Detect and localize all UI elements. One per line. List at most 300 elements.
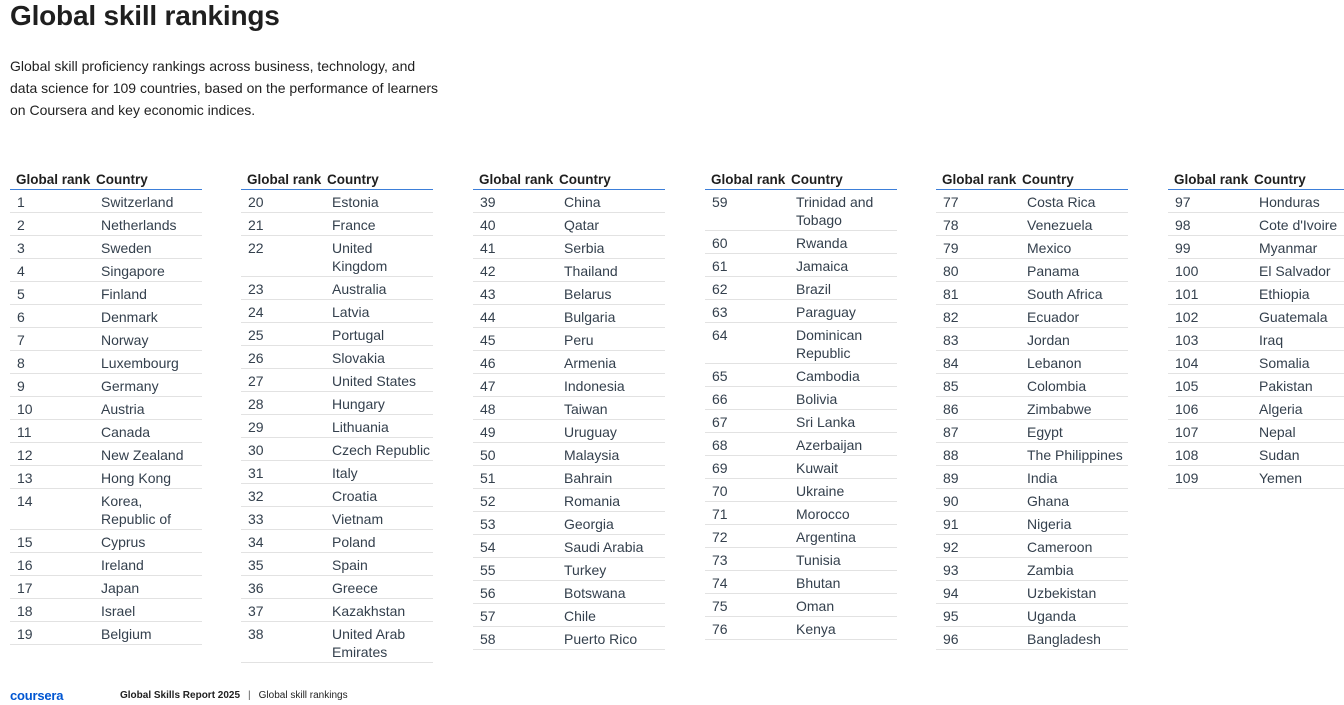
country-name: Malaysia: [564, 447, 620, 463]
country-name: El Salvador: [1259, 263, 1331, 279]
rank-value: 88: [943, 447, 959, 463]
rank-value: 32: [248, 488, 264, 504]
table-row: [473, 328, 665, 351]
rank-value: 47: [480, 378, 496, 394]
table-row: [10, 259, 202, 282]
country-name: New Zealand: [101, 447, 184, 463]
country-name: Mexico: [1027, 240, 1072, 256]
country-name: Japan: [101, 580, 140, 596]
rank-value: 36: [248, 580, 264, 596]
rank-value: 34: [248, 534, 264, 550]
table-row: [473, 443, 665, 466]
table-row: [10, 397, 202, 420]
rank-value: 87: [943, 424, 959, 440]
rank-value: 93: [943, 562, 959, 578]
rank-value: 99: [1175, 240, 1191, 256]
table-row: [10, 576, 202, 599]
table-row: [473, 259, 665, 282]
ranking-list: [1168, 190, 1344, 489]
header-global-rank: Global rank: [479, 172, 554, 187]
header-global-rank: Global rank: [1174, 172, 1249, 187]
rank-value: 70: [712, 483, 728, 499]
country-name: Venezuela: [1027, 217, 1093, 233]
rank-value: 40: [480, 217, 496, 233]
header-country: Country: [1254, 172, 1306, 187]
rank-column-3: [473, 167, 665, 650]
table-row: [10, 530, 202, 553]
country-name: Australia: [332, 281, 387, 297]
country-name: Hong Kong: [101, 470, 172, 486]
rank-value: 53: [480, 516, 496, 532]
header-country: Country: [327, 172, 379, 187]
table-row: [1168, 420, 1344, 443]
rank-value: 91: [943, 516, 959, 532]
rank-value: 64: [712, 327, 728, 343]
table-row: [936, 259, 1128, 282]
table-row: [473, 558, 665, 581]
ranking-list: [10, 190, 202, 645]
rank-value: 63: [712, 304, 728, 320]
table-row: [473, 374, 665, 397]
country-name: Hungary: [332, 396, 385, 412]
rank-value: 79: [943, 240, 959, 256]
rank-value: 98: [1175, 217, 1191, 233]
country-name: Czech Republic: [332, 442, 431, 458]
column-header: [10, 167, 202, 190]
rank-value: 68: [712, 437, 728, 453]
rank-value: 21: [248, 217, 264, 233]
rank-value: 15: [17, 534, 33, 550]
rank-value: 24: [248, 304, 264, 320]
rank-value: 12: [17, 447, 33, 463]
country-name: Tunisia: [796, 552, 841, 568]
country-name: Israel: [101, 603, 136, 619]
rank-value: 105: [1175, 378, 1199, 394]
table-row: [936, 351, 1128, 374]
rank-value: 84: [943, 355, 959, 371]
rank-value: 51: [480, 470, 496, 486]
rank-value: 6: [17, 309, 25, 325]
table-row: [241, 484, 433, 507]
table-row: [936, 190, 1128, 213]
table-row: [705, 456, 897, 479]
table-row: [241, 507, 433, 530]
rank-value: 7: [17, 332, 25, 348]
table-row: [705, 479, 897, 502]
rank-value: 73: [712, 552, 728, 568]
rank-value: 100: [1175, 263, 1199, 279]
rank-value: 75: [712, 598, 728, 614]
table-row: [10, 553, 202, 576]
country-name: Uzbekistan: [1027, 585, 1097, 601]
table-row: [10, 305, 202, 328]
country-name: Guatemala: [1259, 309, 1328, 325]
country-name: Yemen: [1259, 470, 1303, 486]
table-row: [473, 282, 665, 305]
table-row: [936, 627, 1128, 650]
country-name: Sri Lanka: [796, 414, 856, 430]
country-name: Bolivia: [796, 391, 838, 407]
country-name: Honduras: [1259, 194, 1320, 210]
rank-value: 71: [712, 506, 728, 522]
country-name: Bhutan: [796, 575, 841, 591]
table-row: [936, 489, 1128, 512]
rank-value: 5: [17, 286, 25, 302]
country-name: Costa Rica: [1027, 194, 1096, 210]
table-row: [936, 512, 1128, 535]
table-row: [473, 627, 665, 650]
table-row: [241, 213, 433, 236]
table-row: [936, 604, 1128, 627]
country-name: Ecuador: [1027, 309, 1080, 325]
rank-value: 77: [943, 194, 959, 210]
country-name: Kazakhstan: [332, 603, 406, 619]
country-name: Rwanda: [796, 235, 848, 251]
country-name: Turkey: [564, 562, 607, 578]
table-row: [473, 351, 665, 374]
table-row: [705, 254, 897, 277]
country-name: Iraq: [1259, 332, 1284, 348]
table-row: [241, 277, 433, 300]
table-row: [241, 346, 433, 369]
table-row: [10, 328, 202, 351]
rank-value: 50: [480, 447, 496, 463]
rank-value: 52: [480, 493, 496, 509]
country-name: Panama: [1027, 263, 1080, 279]
country-name: Ethiopia: [1259, 286, 1310, 302]
country-name: Botswana: [564, 585, 626, 601]
rank-value: 67: [712, 414, 728, 430]
table-row: [10, 351, 202, 374]
table-row: [705, 190, 897, 231]
country-name: Egypt: [1027, 424, 1063, 440]
rank-value: 13: [17, 470, 33, 486]
column-header: [241, 167, 433, 190]
rank-value: 94: [943, 585, 959, 601]
table-row: [10, 282, 202, 305]
table-row: [241, 415, 433, 438]
table-row: [936, 535, 1128, 558]
rank-value: 54: [480, 539, 496, 555]
rank-value: 95: [943, 608, 959, 624]
rank-value: 23: [248, 281, 264, 297]
country-name: Myanmar: [1259, 240, 1318, 256]
table-row: [473, 213, 665, 236]
country-name: Cambodia: [796, 368, 860, 384]
table-row: [241, 300, 433, 323]
table-row: [10, 443, 202, 466]
table-row: [473, 305, 665, 328]
rank-value: 103: [1175, 332, 1199, 348]
table-row: [241, 553, 433, 576]
footer-section-title: Global skill rankings: [258, 689, 348, 701]
country-name: Puerto Rico: [564, 631, 638, 647]
table-row: [936, 443, 1128, 466]
table-row: [1168, 282, 1344, 305]
table-row: [241, 438, 433, 461]
country-name: Serbia: [564, 240, 605, 256]
rank-value: 60: [712, 235, 728, 251]
footer: [10, 686, 348, 704]
table-row: [10, 374, 202, 397]
table-row: [705, 548, 897, 571]
header-country: Country: [791, 172, 843, 187]
country-name: Denmark: [101, 309, 158, 325]
country-name: Qatar: [564, 217, 600, 233]
header-global-rank: Global rank: [942, 172, 1017, 187]
table-row: [10, 489, 202, 530]
rank-value: 2: [17, 217, 25, 233]
country-name: Korea, Republic of: [101, 493, 172, 527]
rank-value: 109: [1175, 470, 1199, 486]
page-title: Global skill rankings: [10, 0, 280, 31]
table-row: [241, 599, 433, 622]
country-name: Ghana: [1027, 493, 1070, 509]
table-row: [705, 323, 897, 364]
rank-value: 104: [1175, 355, 1199, 371]
table-row: [936, 213, 1128, 236]
table-row: [241, 576, 433, 599]
country-name: Bangladesh: [1027, 631, 1101, 647]
footer-separator: |: [248, 689, 251, 701]
table-row: [936, 420, 1128, 443]
table-row: [473, 489, 665, 512]
country-name: Uruguay: [564, 424, 617, 440]
rank-value: 20: [248, 194, 264, 210]
country-name: Thailand: [564, 263, 618, 279]
country-name: South Africa: [1027, 286, 1103, 302]
country-name: Jamaica: [796, 258, 849, 274]
rank-value: 10: [17, 401, 33, 417]
table-row: [1168, 213, 1344, 236]
table-row: [1168, 190, 1344, 213]
country-name: Colombia: [1027, 378, 1087, 394]
rank-value: 3: [17, 240, 25, 256]
country-name: Nepal: [1259, 424, 1296, 440]
rank-value: 46: [480, 355, 496, 371]
country-name: Indonesia: [564, 378, 625, 394]
table-row: [10, 190, 202, 213]
country-name: Lithuania: [332, 419, 389, 435]
rank-value: 89: [943, 470, 959, 486]
table-row: [705, 387, 897, 410]
table-row: [10, 420, 202, 443]
table-row: [936, 397, 1128, 420]
table-row: [1168, 305, 1344, 328]
rank-value: 42: [480, 263, 496, 279]
rank-value: 96: [943, 631, 959, 647]
rank-value: 78: [943, 217, 959, 233]
rank-value: 39: [480, 194, 496, 210]
country-name: Nigeria: [1027, 516, 1072, 532]
rank-value: 57: [480, 608, 496, 624]
rank-value: 83: [943, 332, 959, 348]
rank-value: 82: [943, 309, 959, 325]
rank-value: 25: [248, 327, 264, 343]
country-name: Vietnam: [332, 511, 384, 527]
rank-value: 90: [943, 493, 959, 509]
rank-value: 56: [480, 585, 496, 601]
country-name: Georgia: [564, 516, 614, 532]
rank-value: 107: [1175, 424, 1199, 440]
country-name: Cyprus: [101, 534, 146, 550]
rank-value: 31: [248, 465, 264, 481]
table-row: [1168, 328, 1344, 351]
country-name: Lebanon: [1027, 355, 1082, 371]
rank-value: 48: [480, 401, 496, 417]
country-name: Saudi Arabia: [564, 539, 644, 555]
rank-value: 41: [480, 240, 496, 256]
rank-value: 92: [943, 539, 959, 555]
rank-value: 58: [480, 631, 496, 647]
table-row: [1168, 259, 1344, 282]
table-row: [936, 305, 1128, 328]
country-name: Armenia: [564, 355, 617, 371]
rank-value: 72: [712, 529, 728, 545]
country-name: Norway: [101, 332, 149, 348]
footer-report-title: Global Skills Report 2025: [120, 689, 241, 701]
rank-value: 80: [943, 263, 959, 279]
country-name: Bahrain: [564, 470, 613, 486]
country-name: The Philippines: [1027, 447, 1123, 463]
table-row: [936, 466, 1128, 489]
rank-value: 17: [17, 580, 33, 596]
rank-column-2: [241, 167, 433, 663]
country-name: Dominican Republic: [796, 327, 863, 361]
country-name: Bulgaria: [564, 309, 616, 325]
rank-value: 85: [943, 378, 959, 394]
country-name: Somalia: [1259, 355, 1310, 371]
country-name: Taiwan: [564, 401, 608, 417]
table-row: [936, 374, 1128, 397]
country-name: Belgium: [101, 626, 152, 642]
column-header: [936, 167, 1128, 190]
header-country: Country: [96, 172, 148, 187]
table-row: [705, 617, 897, 640]
table-row: [936, 236, 1128, 259]
country-name: United States: [332, 373, 417, 389]
rank-value: 66: [712, 391, 728, 407]
header-global-rank: Global rank: [711, 172, 786, 187]
table-row: [1168, 397, 1344, 420]
rank-value: 97: [1175, 194, 1191, 210]
table-row: [936, 558, 1128, 581]
country-name: Netherlands: [101, 217, 177, 233]
table-row: [1168, 374, 1344, 397]
header-global-rank: Global rank: [247, 172, 322, 187]
country-name: Estonia: [332, 194, 379, 210]
country-name: United Kingdom: [332, 240, 388, 274]
country-name: France: [332, 217, 376, 233]
table-row: [241, 369, 433, 392]
rank-value: 108: [1175, 447, 1199, 463]
country-name: Argentina: [796, 529, 856, 545]
rank-value: 37: [248, 603, 264, 619]
table-row: [936, 282, 1128, 305]
rank-value: 49: [480, 424, 496, 440]
rank-value: 69: [712, 460, 728, 476]
country-name: Spain: [332, 557, 368, 573]
rank-value: 8: [17, 355, 25, 371]
country-name: Slovakia: [332, 350, 385, 366]
table-row: [473, 512, 665, 535]
country-name: Morocco: [796, 506, 850, 522]
rank-value: 65: [712, 368, 728, 384]
country-name: Algeria: [1259, 401, 1303, 417]
country-name: Singapore: [101, 263, 165, 279]
rank-value: 14: [17, 493, 33, 509]
country-name: Oman: [796, 598, 835, 614]
table-row: [705, 277, 897, 300]
rank-value: 62: [712, 281, 728, 297]
rank-column-6: [1168, 167, 1344, 489]
country-name: Pakistan: [1259, 378, 1313, 394]
country-name: Ireland: [101, 557, 144, 573]
rank-value: 102: [1175, 309, 1199, 325]
rank-value: 43: [480, 286, 496, 302]
rank-column-5: [936, 167, 1128, 650]
ranking-list: [705, 190, 897, 640]
country-name: Trinidad and Tobago: [796, 194, 874, 228]
table-row: [473, 236, 665, 259]
table-row: [705, 300, 897, 323]
table-row: [241, 622, 433, 663]
header-global-rank: Global rank: [16, 172, 91, 187]
ranking-list: [473, 190, 665, 650]
country-name: Austria: [101, 401, 145, 417]
country-name: India: [1027, 470, 1058, 486]
table-row: [1168, 236, 1344, 259]
table-row: [936, 328, 1128, 351]
table-row: [241, 392, 433, 415]
table-row: [473, 397, 665, 420]
table-row: [705, 525, 897, 548]
table-row: [10, 599, 202, 622]
rank-value: 106: [1175, 401, 1199, 417]
table-row: [1168, 443, 1344, 466]
country-name: Cote d'Ivoire: [1259, 217, 1338, 233]
country-name: Finland: [101, 286, 147, 302]
rank-value: 28: [248, 396, 264, 412]
country-name: Brazil: [796, 281, 832, 297]
table-row: [705, 571, 897, 594]
table-row: [705, 594, 897, 617]
country-name: Cameroon: [1027, 539, 1093, 555]
table-row: [241, 530, 433, 553]
table-row: [241, 461, 433, 484]
country-name: United Arab Emirates: [332, 626, 406, 660]
rank-value: 81: [943, 286, 959, 302]
table-row: [705, 410, 897, 433]
country-name: Peru: [564, 332, 594, 348]
rank-value: 29: [248, 419, 264, 435]
rank-value: 76: [712, 621, 728, 637]
table-row: [1168, 466, 1344, 489]
rank-column-4: [705, 167, 897, 640]
header-country: Country: [1022, 172, 1074, 187]
country-name: Latvia: [332, 304, 370, 320]
rank-value: 33: [248, 511, 264, 527]
country-name: Poland: [332, 534, 376, 550]
table-row: [473, 190, 665, 213]
rank-value: 19: [17, 626, 33, 642]
table-row: [473, 581, 665, 604]
table-row: [705, 433, 897, 456]
country-name: Jordan: [1027, 332, 1070, 348]
table-row: [10, 236, 202, 259]
ranking-list: [241, 190, 433, 663]
coursera-logo[interactable]: coursera: [10, 687, 64, 703]
